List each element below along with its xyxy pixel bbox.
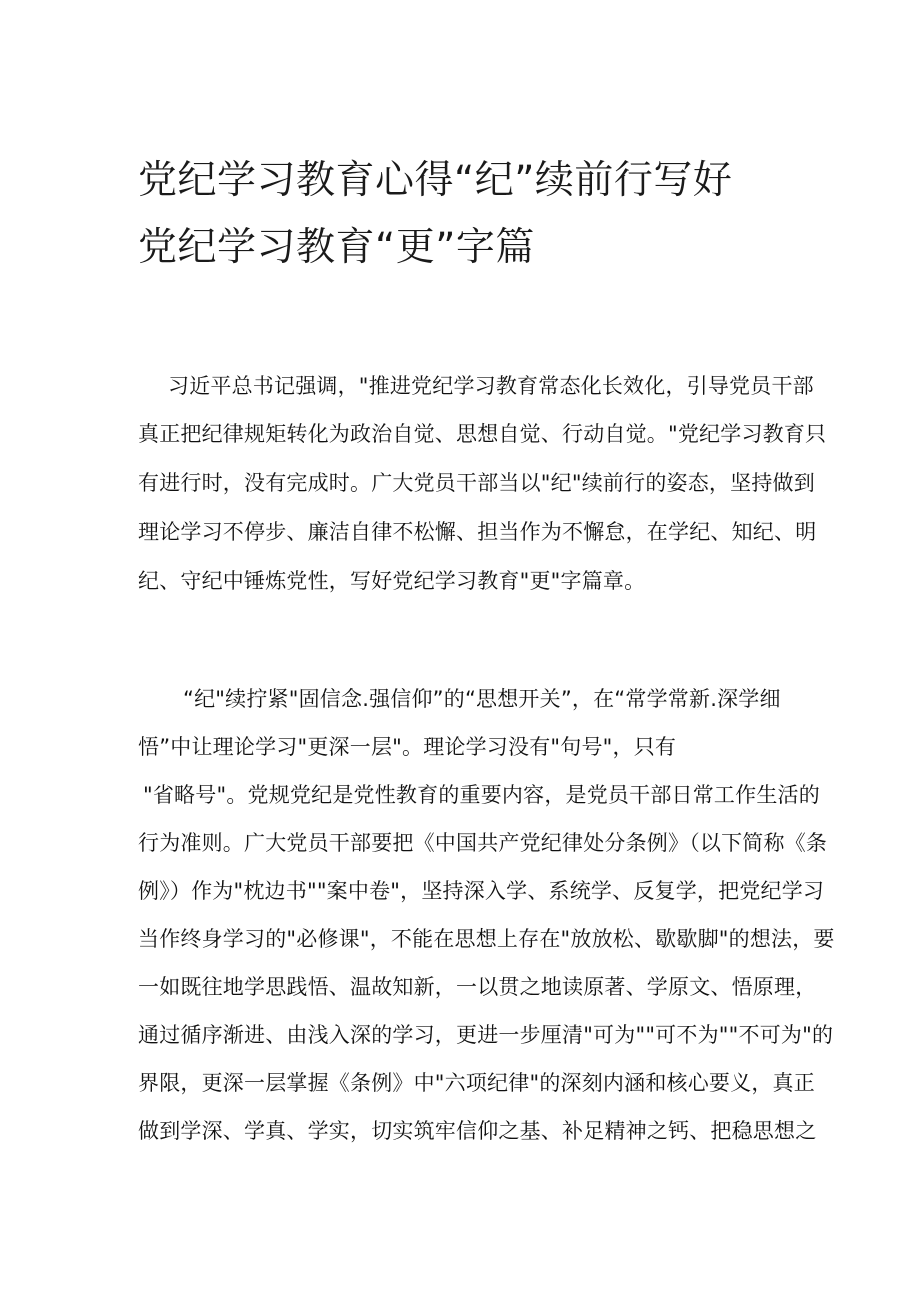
document-title-line-1: 党纪学习教育心得“纪”续前行写好 [138,158,733,203]
paragraph-2-line-5: 例》）作为"枕边书""案中卷"，坚持深入学、系统学、反复学，把党纪学习 [138,879,825,903]
paragraph-1-line-1: 习近平总书记强调，"推进党纪学习教育常态化长效化，引导党员干部 [168,374,814,398]
paragraph-2-line-6: 当作终身学习的"必修课"，不能在思想上存在"放放松、歇歇脚"的想法，要 [138,927,835,951]
paragraph-2-line-10: 做到学深、学真、学实，切实筑牢信仰之基、补足精神之钙、把稳思想之 [138,1119,817,1143]
paragraph-2-line-2: 悟”中让理论学习"更深一层"。理论学习没有"句号"，只有 [138,735,677,759]
document-title-line-2: 党纪学习教育“更”字篇 [138,225,535,270]
paragraph-1-line-4: 理论学习不停步、廉洁自律不松懈、担当作为不懈怠，在学纪、知纪、明 [138,520,817,544]
paragraph-2-line-9: 界限，更深一层掌握《条例》中"六项纪律"的深刻内涵和核心要义，真正 [138,1071,815,1095]
paragraph-2-line-8: 通过循序渐进、由浅入深的学习，更进一步厘清"可为""可不为""不可为"的 [138,1023,834,1047]
paragraph-1-line-3: 有进行时，没有完成时。广大党员干部当以"纪"续前行的姿态，坚持做到 [138,471,815,495]
paragraph-2-line-7: 一如既往地学思践悟、温故知新，一以贯之地读原著、学原文、悟原理， [138,975,817,999]
paragraph-2-line-4: 行为准则。广大党员干部要把《中国共产党纪律处分条例》（以下简称《条 [138,831,828,855]
paragraph-2-line-3: "省略号"。党规党纪是党性教育的重要内容，是党员干部日常工作生活的 [143,783,820,807]
paragraph-2-line-1: “纪"续拧紧"固信念.强信仰”的“思想开关”，在“常学常新.深学细 [183,687,781,711]
paragraph-1-line-2: 真正把纪律规矩转化为政治自觉、思想自觉、行动自觉。"党纪学习教育只 [138,422,827,446]
paragraph-1-line-5: 纪、守纪中锤炼党性，写好党纪学习教育"更"字篇章。 [138,569,646,593]
